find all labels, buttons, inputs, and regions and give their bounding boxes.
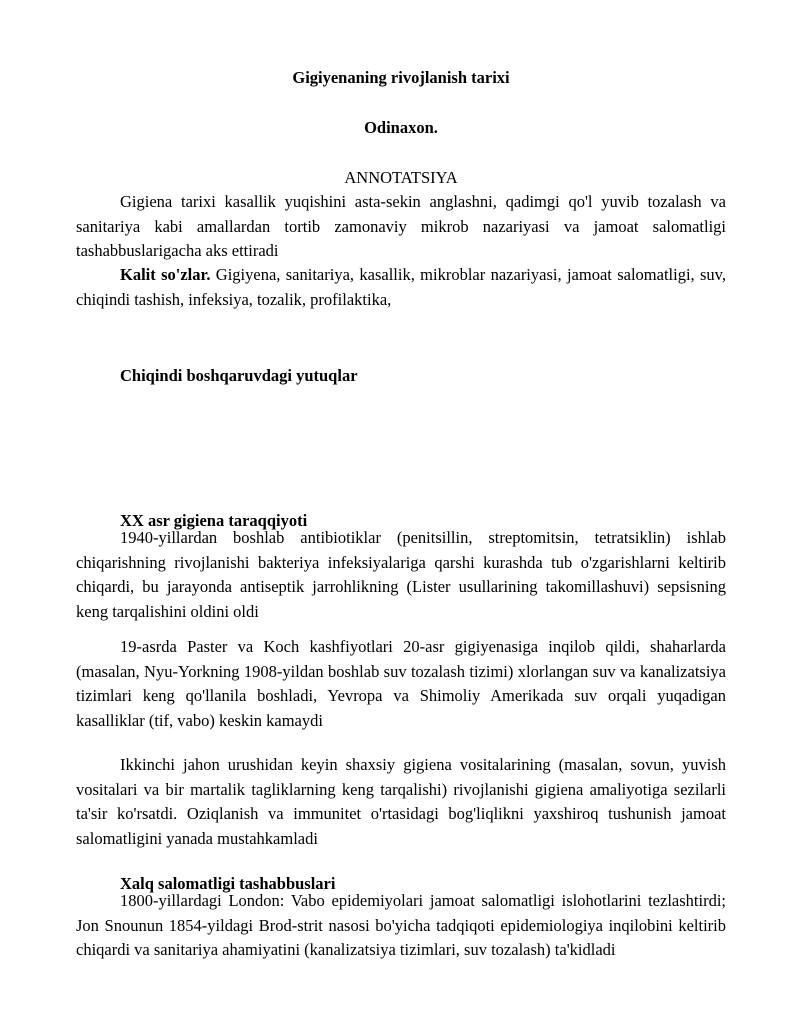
keywords-label: Kalit so'zlar. <box>120 265 211 284</box>
keywords-text: Gigiyena, sanitariya, kasallik, mikroblar nazariyasi, jamoat salomatligi, suv, chiqindi tashish, infeksiya, tozalik, profilaktika, <box>76 265 726 309</box>
section2-paragraph-1: 1940-yillardan boshlab antibiotiklar (penitsillin, streptomitsin, tetratsiklin) ishlab chiqarishning rivojlanishi bakteriya infeksiyalariga qarshi kurashda tub o'zgarishlarni keltirib chiqardi, bu jarayonda antiseptik jarrohlikning (Lister usullarining takomillashuvi) sepsisning keng tarqalishini oldini oldi <box>76 528 726 621</box>
document-title: Gigiyenaning rivojlanish tarixi <box>292 68 510 87</box>
section2-paragraph-3: Ikkinchi jahon urushidan keyin shaxsiy gigiena vositalarining (masalan, sovun, yuvish vositalari va bir martalik tagliklarning keng tarqalishi) rivojlanishi gigiena amaliyotiga sezilarli ta'sir ko'rsatdi. Oziqlanish va immunitet o'rtasidagi bog'liqlikni yaxshiroq tushunish jamoat salomatligini yanada mustahkamladi <box>76 755 726 848</box>
section2-paragraph-2: 19-asrda Paster va Koch kashfiyotlari 20-asr gigiyenasiga inqilob qildi, shaharlarda (masalan, Nyu-Yorkning 1908-yildan boshlab suv tozalash tizimi) xlorlangan suv va kanalizatsiya tizimlari keng qo'llanila boshladi, Yevropa va Shimoliy Amerikada suv orqali yuqadigan kasalliklar (tif, vabo) keskin kamaydi <box>76 637 726 730</box>
keywords-paragraph <box>76 263 726 312</box>
author-name: Odinaxon. <box>364 118 438 137</box>
annotation-heading <box>76 168 726 188</box>
annotation-paragraph: Gigiena tarixi kasallik yuqishini asta-sekin anglashni, qadimgi qo'l yuvib tozalash va sanitariya kabi amallardan tortib zamonaviy mikrob nazariyasi va jamoat salomatligi tashabbuslarigacha aks ettiradi <box>76 192 726 260</box>
section-heading-public-health: Xalq salomatligi tashabbuslari <box>120 874 336 893</box>
section3-paragraph-1: 1800-yillardagi London: Vabo epidemiyolari jamoat salomatligi islohotlarini tezlashtirdi; Jon Snounun 1854-yildagi Brod-strit nasosi bo'yicha tadqiqoti epidemiologiya inqilobini keltirib chiqardi va sanitariya ahamiyatini (kanalizatsiya tizimlari, suv tozalash) ta'kidladi <box>76 891 726 959</box>
section-heading-waste-management: Chiqindi boshqaruvdagi yutuqlar <box>120 366 358 385</box>
section-heading-20th-century: XX asr gigiena taraqqiyoti <box>120 511 308 530</box>
annotation-heading-text: ANNOTATSIYA <box>344 168 458 187</box>
